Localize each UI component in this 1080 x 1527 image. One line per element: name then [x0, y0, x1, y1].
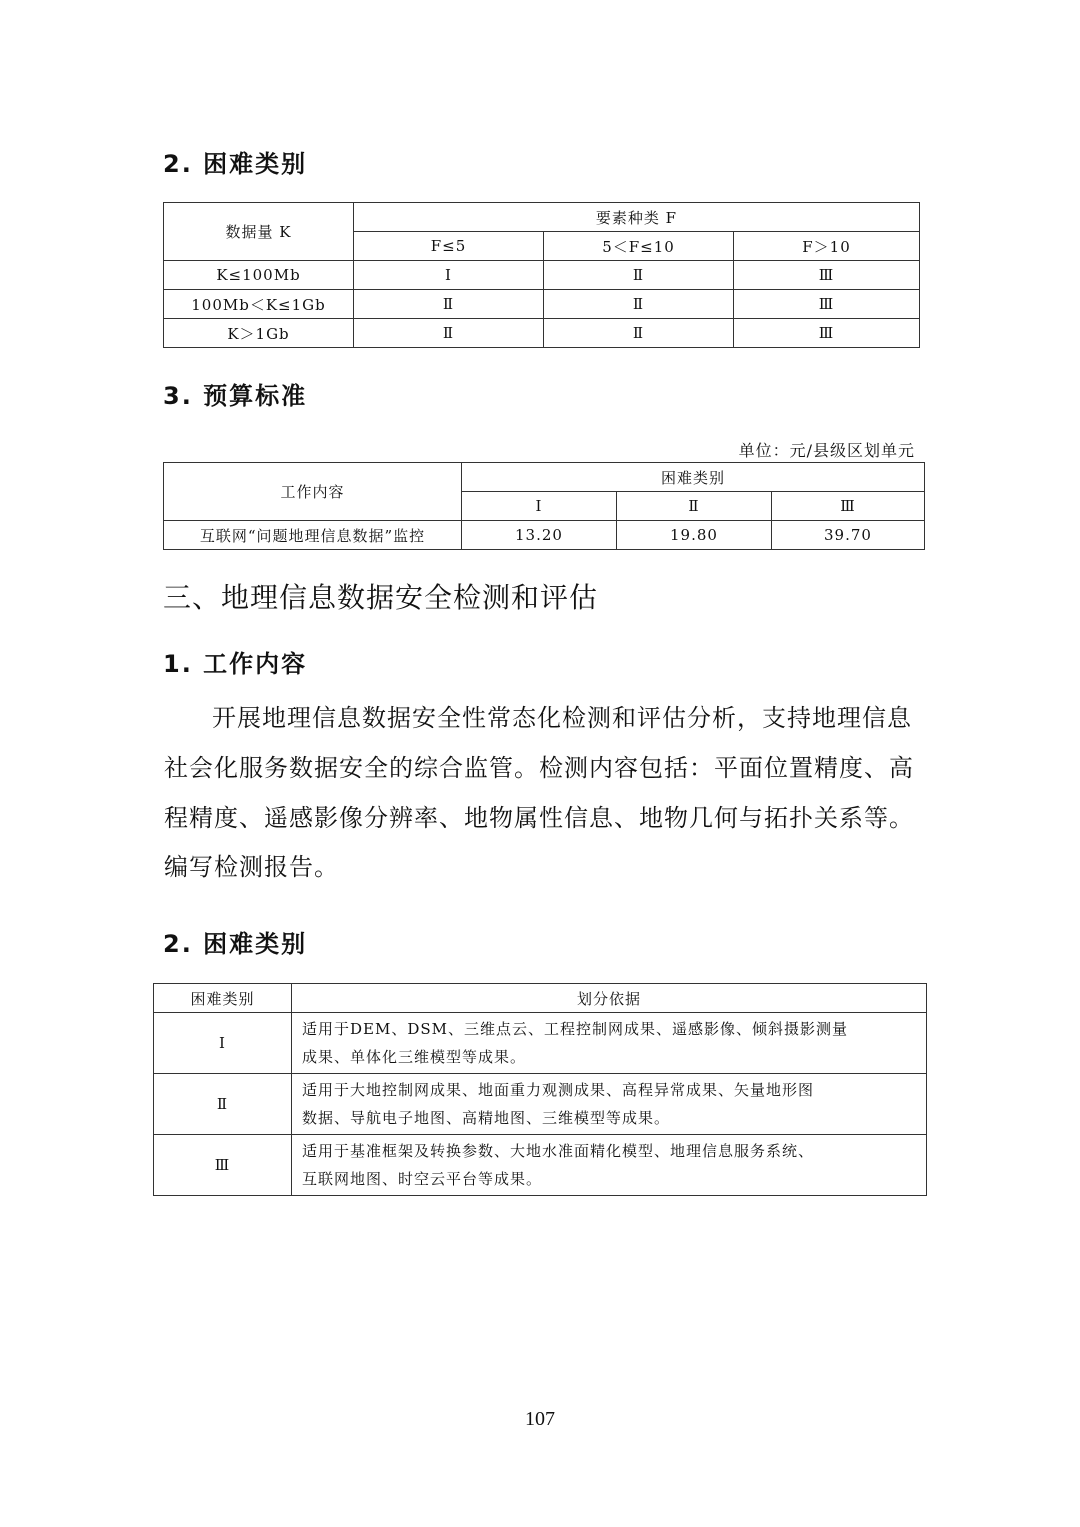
table-cell: Ⅲ	[734, 319, 920, 348]
difficulty-table	[163, 202, 920, 348]
table-row	[164, 261, 920, 290]
table-row	[154, 1135, 927, 1196]
basis-line: 适用于基准框架及转换参数、大地水准面精化模型、地理信息服务系统、	[302, 1142, 815, 1160]
table-cell: Ⅱ	[354, 290, 544, 319]
table-row	[164, 521, 925, 550]
category-cell: Ⅰ	[154, 1013, 292, 1074]
row-label: 100Mb＜K≤1Gb	[164, 290, 354, 319]
basis-line: 数据、导航电子地图、高精地图、三维模型等成果。	[302, 1109, 671, 1127]
table-subheader: Ⅰ	[462, 492, 617, 521]
table-cell: Ⅱ	[354, 319, 544, 348]
body-line: 编写检测报告。	[164, 853, 339, 881]
table-subheader: Ⅲ	[772, 492, 925, 521]
table-header-data-volume: 数据量 K	[164, 203, 354, 261]
body-line: 社会化服务数据安全的综合监管。检测内容包括：平面位置精度、高	[164, 754, 914, 782]
table-cell: 13.20	[462, 521, 617, 550]
row-label: 互联网“问题地理信息数据”监控	[164, 521, 462, 550]
table-cell: 39.70	[772, 521, 925, 550]
basis-cell	[292, 1074, 927, 1135]
row-label: K≤100Mb	[164, 261, 354, 290]
category-cell: Ⅱ	[154, 1074, 292, 1135]
section-heading-difficulty-2: 2. 困难类别	[163, 930, 308, 958]
table-row	[154, 1074, 927, 1135]
table-header-category: 困难类别	[154, 984, 292, 1013]
page-number: 107	[525, 1408, 555, 1430]
table-row	[164, 319, 920, 348]
chapter-title: 三、地理信息数据安全检测和评估	[163, 581, 599, 614]
basis-line: 适用于大地控制网成果、地面重力观测成果、高程异常成果、矢量地形图	[302, 1081, 815, 1099]
category-cell: Ⅲ	[154, 1135, 292, 1196]
basis-line: 互联网地图、时空云平台等成果。	[302, 1170, 543, 1188]
section-heading-work-content: 1. 工作内容	[163, 650, 308, 678]
table-row	[164, 290, 920, 319]
table-header-basis: 划分依据	[292, 984, 927, 1013]
table-cell: Ⅱ	[544, 261, 734, 290]
body-line: 开展地理信息数据安全性常态化检测和评估分析，支持地理信息	[212, 704, 912, 732]
table-header-difficulty: 困难类别	[462, 463, 925, 492]
unit-note: 单位：元/县级区划单元	[738, 441, 915, 460]
table-header-work-content: 工作内容	[164, 463, 462, 521]
section-heading-budget: 3. 预算标准	[163, 382, 308, 410]
table-subheader: F＞10	[734, 232, 920, 261]
table-row	[154, 1013, 927, 1074]
table-cell: Ⅱ	[544, 319, 734, 348]
basis-line: 成果、单体化三维模型等成果。	[302, 1048, 527, 1066]
table-cell: Ⅱ	[544, 290, 734, 319]
basis-cell	[292, 1135, 927, 1196]
table-cell: Ⅰ	[354, 261, 544, 290]
budget-table	[163, 462, 925, 550]
basis-line: 适用于DEM、DSM、三维点云、工程控制网成果、遥感影像、倾斜摄影测量	[302, 1020, 848, 1038]
row-label: K＞1Gb	[164, 319, 354, 348]
table-cell: Ⅲ	[734, 290, 920, 319]
body-line: 程精度、遥感影像分辨率、地物属性信息、地物几何与拓扑关系等。	[164, 804, 914, 832]
table-cell: Ⅲ	[734, 261, 920, 290]
table-header-feature-types: 要素种类 F	[354, 203, 920, 232]
table-subheader: 5＜F≤10	[544, 232, 734, 261]
table-cell: 19.80	[617, 521, 772, 550]
table-subheader: Ⅱ	[617, 492, 772, 521]
classification-table	[153, 983, 927, 1196]
table-subheader: F≤5	[354, 232, 544, 261]
section-heading-difficulty: 2. 困难类别	[163, 150, 308, 178]
basis-cell	[292, 1013, 927, 1074]
